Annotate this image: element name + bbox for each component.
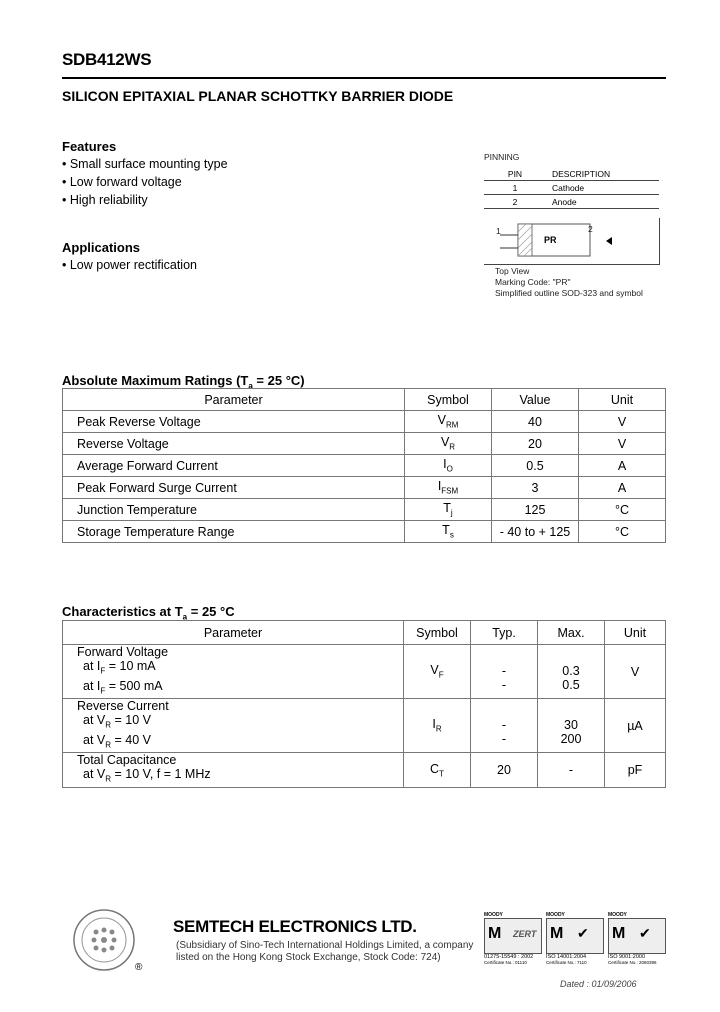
- unit-cell: V: [579, 433, 666, 455]
- value-cell: 20: [492, 433, 579, 455]
- cert-badge: MOODY M ✔ ISO 14001:2004 Certificate No.: 7110: [546, 912, 606, 964]
- pin2-label: 2: [588, 224, 593, 234]
- characteristics-header-row: [63, 621, 666, 645]
- table-row: [63, 477, 666, 499]
- symbol-cell: $T_j$: [405, 499, 492, 521]
- value-cell: 40: [492, 411, 579, 433]
- value-cell: 125: [492, 499, 579, 521]
- dated-label: Dated : 01/09/2006: [560, 979, 637, 989]
- header-rule: [62, 77, 666, 79]
- part-number: SDB412WS: [62, 50, 152, 69]
- stock-line: listed on the Hong Kong Stock Exchange, Stock Code: 724): [176, 952, 441, 963]
- semtech-logo-icon: [72, 908, 136, 972]
- param-cell: Peak Reverse Voltage: [63, 411, 405, 433]
- application-item: • Low power rectification: [62, 258, 197, 272]
- col-header: Max.: [538, 621, 605, 645]
- pinning-heading: PINNING: [484, 152, 520, 162]
- param-cell: Peak Forward Surge Current: [63, 477, 405, 499]
- outline-note: Simplified outline SOD-323 and symbol: [495, 288, 643, 298]
- unit-cell: pF: [605, 753, 666, 788]
- unit-cell: A: [579, 477, 666, 499]
- applications-heading: Applications: [62, 240, 141, 255]
- param-cell: Storage Temperature Range: [63, 521, 405, 543]
- marking-code-note: Marking Code: "PR": [495, 277, 571, 287]
- characteristics-table: [62, 620, 666, 788]
- col-header: Parameter: [63, 621, 404, 645]
- table-row: [63, 455, 666, 477]
- pin-number: 2: [484, 195, 546, 209]
- pin1-label: 1: [496, 226, 501, 236]
- marking-code-label: PR: [544, 235, 557, 245]
- pin-description: Anode: [546, 195, 659, 209]
- col-header: Symbol: [405, 389, 492, 411]
- pin-header: PIN: [484, 167, 546, 181]
- unit-cell: A: [579, 455, 666, 477]
- pinning-header-row: [484, 167, 659, 181]
- abs-max-heading: Absolute Maximum Ratings ($T_a = 25$ °C): [62, 373, 305, 391]
- table-row: [63, 411, 666, 433]
- unit-cell: µA: [605, 699, 666, 753]
- value-cell: - 40 to + 125: [492, 521, 579, 543]
- package-diagram: [484, 218, 660, 265]
- feature-item: • High reliability: [62, 193, 148, 207]
- unit-cell: °C: [579, 521, 666, 543]
- cert-logo-icon: M ✔: [546, 918, 604, 954]
- pinning-row: [484, 181, 659, 195]
- characteristics-heading: Characteristics at $T_a = 25$ °C: [62, 604, 235, 622]
- abs-max-table: [62, 388, 666, 543]
- col-header: Unit: [579, 389, 666, 411]
- abs-max-header-row: [63, 389, 666, 411]
- param-cell: Reverse Voltage: [63, 433, 405, 455]
- package-outline: [484, 218, 659, 264]
- value-cell: 0.5: [492, 455, 579, 477]
- diode-symbol-icon: [606, 237, 612, 245]
- col-header: Symbol: [404, 621, 471, 645]
- table-row: [63, 433, 666, 455]
- typ-cell: 20: [471, 753, 538, 788]
- symbol-cell: $I_{FSM}$: [405, 477, 492, 499]
- feature-item: • Low forward voltage: [62, 175, 182, 189]
- table-row: [63, 521, 666, 543]
- document-subtitle: SILICON EPITAXIAL PLANAR SCHOTTKY BARRIER DIODE: [62, 88, 454, 104]
- subsidiary-line: (Subsidiary of Sino-Tech International Holdings Limited, a company: [176, 940, 474, 951]
- max-cell: 0.3 0.5: [538, 645, 605, 699]
- param-cell: Reverse Current at $V_R = 10$ V at $V_R = 40$ V: [63, 699, 404, 753]
- feature-item: • Small surface mounting type: [62, 157, 228, 171]
- company-name: SEMTECH ELECTRONICS LTD.: [173, 917, 417, 936]
- value-cell: 3: [492, 477, 579, 499]
- typ-cell: - -: [471, 645, 538, 699]
- pin-description: Cathode: [546, 181, 659, 195]
- symbol-cell: $I_O$: [405, 455, 492, 477]
- company-subsidiary-note: [176, 940, 473, 964]
- features-heading: Features: [62, 139, 117, 154]
- symbol-cell: $T_s$: [405, 521, 492, 543]
- pinning-notes: [495, 266, 643, 299]
- cert-logo-icon: M ✔: [608, 918, 666, 954]
- param-cell: Forward Voltage at $I_F = 10$ mA at $I_F = 500$ mA: [63, 645, 404, 699]
- param-cell: Total Capacitance at $V_R = 10$ V, f = 1 MHz: [63, 753, 404, 788]
- col-header: Typ.: [471, 621, 538, 645]
- table-row: [63, 753, 666, 788]
- unit-cell: V: [605, 645, 666, 699]
- top-view-note: Top View: [495, 266, 530, 276]
- symbol-cell: $C_T$: [404, 753, 471, 788]
- pinning-table: [484, 167, 659, 209]
- cert-logo-icon: M ZERT: [484, 918, 542, 954]
- symbol-cell: $I_R$: [404, 699, 471, 753]
- symbol-cell: $V_{RM}$: [405, 411, 492, 433]
- symbol-cell: $V_R$: [405, 433, 492, 455]
- cert-badge: MOODY M ✔ ISO 9001:2000 Certificate No.: 2060396: [608, 912, 668, 964]
- max-cell: 30 200: [538, 699, 605, 753]
- unit-cell: V: [579, 411, 666, 433]
- col-header: Value: [492, 389, 579, 411]
- param-cell: Average Forward Current: [63, 455, 405, 477]
- table-row: [63, 499, 666, 521]
- param-cell: Junction Temperature: [63, 499, 405, 521]
- col-header: Unit: [605, 621, 666, 645]
- registered-mark: ®: [135, 962, 143, 973]
- description-header: DESCRIPTION: [546, 167, 659, 181]
- table-row: [63, 645, 666, 699]
- pinning-row: [484, 195, 659, 209]
- typ-cell: - -: [471, 699, 538, 753]
- table-row: [63, 699, 666, 753]
- unit-cell: °C: [579, 499, 666, 521]
- cert-badge: MOODY M ZERT 01275-15549 : 2002 Certificate No.: 01110: [484, 912, 544, 964]
- pin-number: 1: [484, 181, 546, 195]
- max-cell: -: [538, 753, 605, 788]
- col-header: Parameter: [63, 389, 405, 411]
- symbol-cell: $V_F$: [404, 645, 471, 699]
